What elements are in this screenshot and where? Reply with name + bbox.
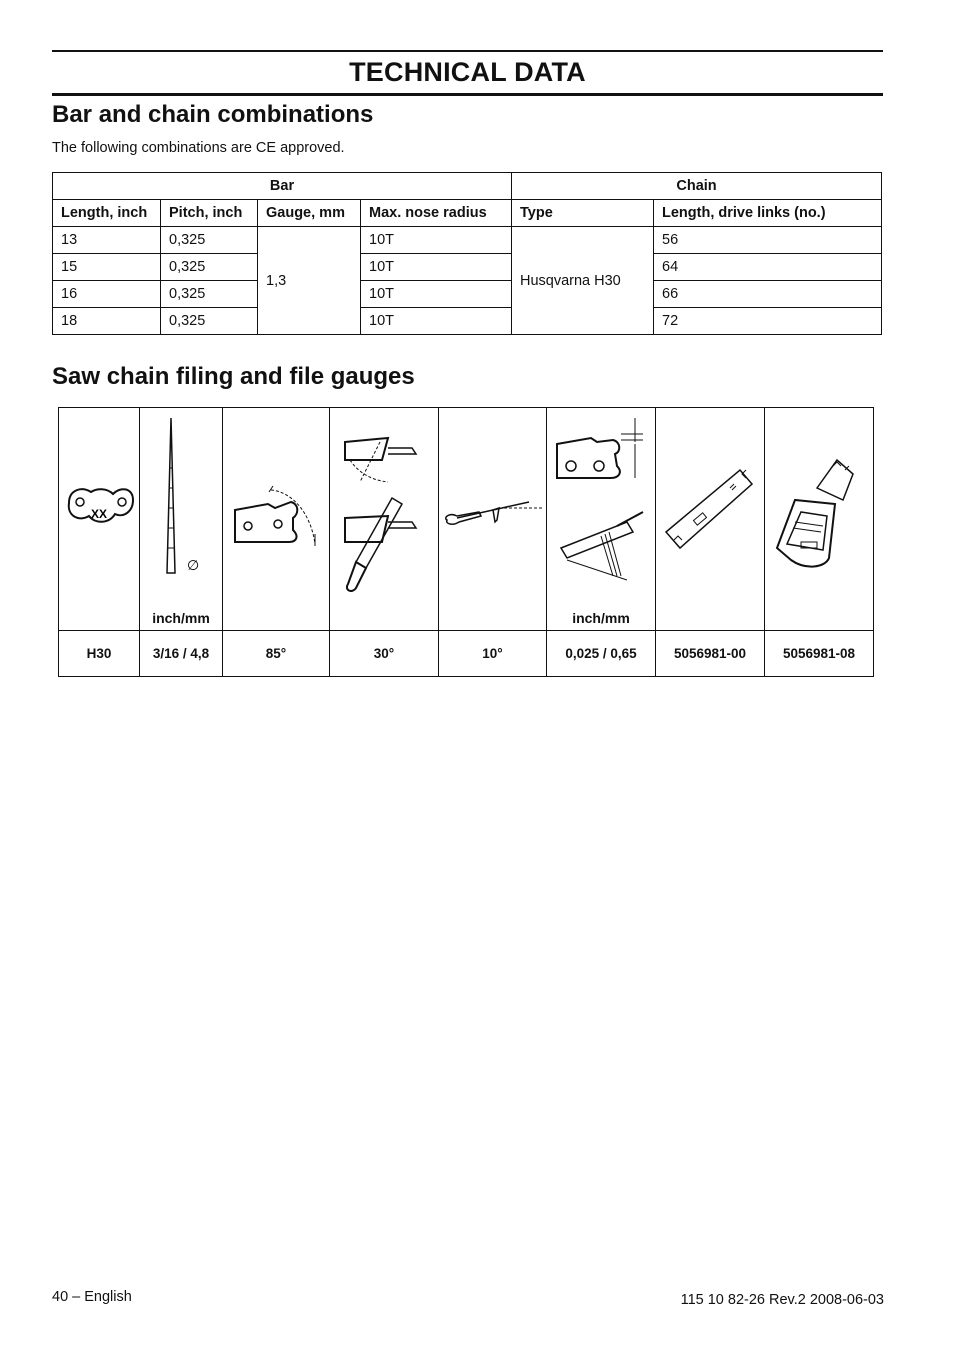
flat-file-gauge-icon (656, 408, 765, 630)
top-plate-angle-illustration (223, 408, 330, 631)
col-header-nose-radius: Max. nose radius (361, 200, 512, 227)
cutter-angle-30-icon (330, 408, 439, 630)
file-guide-tool-icon (765, 408, 874, 630)
col-header-length: Length, inch (53, 200, 161, 227)
page-number: 40 – English (52, 1289, 132, 1305)
chain-mark-label: XX (90, 507, 108, 521)
cell-nose-radius: 10T (361, 254, 512, 281)
cell-pitch: 0,325 (161, 254, 258, 281)
col-header-drive-links: Length, drive links (no.) (654, 200, 882, 227)
depth-gauge-illustration (547, 408, 656, 631)
bar-chain-heading: Bar and chain combinations (52, 101, 374, 128)
value-top-plate-angle: 85° (223, 631, 330, 677)
file-holder-10-icon (439, 408, 547, 630)
value-side-plate-angle: 30° (330, 631, 439, 677)
cell-drive-links: 66 (654, 281, 882, 308)
value-file-gauge-00: 5056981-00 (656, 631, 765, 677)
file-diameter-illustration (140, 408, 223, 631)
value-file-gauge-08: 5056981-08 (765, 631, 874, 677)
cell-nose-radius: 10T (361, 281, 512, 308)
bar-chain-intro: The following combinations are CE approved. (52, 140, 345, 156)
cell-pitch: 0,325 (161, 281, 258, 308)
table-row (53, 254, 882, 281)
cutter-angle-85-icon (223, 408, 330, 630)
table-row (53, 281, 882, 308)
col-header-gauge: Gauge, mm (258, 200, 361, 227)
cell-nose-radius: 10T (361, 227, 512, 254)
file-holder-angle-illustration (439, 408, 547, 631)
saw-chain-heading: Saw chain filing and file gauges (52, 363, 415, 390)
cell-length: 13 (53, 227, 161, 254)
cell-length: 18 (53, 308, 161, 335)
col-header-type: Type (512, 200, 654, 227)
group-header-bar: Bar (53, 173, 512, 200)
cell-drive-links: 72 (654, 308, 882, 335)
document-id: 115 10 82-26 Rev.2 2008-06-03 (680, 1292, 884, 1308)
cell-length: 16 (53, 281, 161, 308)
round-file-icon (140, 408, 223, 630)
value-file-holder-angle: 10° (439, 631, 547, 677)
cell-gauge: 1,3 (258, 227, 361, 335)
cell-nose-radius: 10T (361, 308, 512, 335)
bar-chain-table (52, 172, 882, 335)
cell-length: 15 (53, 254, 161, 281)
file-unit-label: inch/mm (152, 610, 210, 626)
diameter-symbol: ∅ (187, 558, 200, 574)
side-plate-angle-illustration (330, 408, 439, 631)
header-rule-bottom (52, 93, 883, 96)
cell-type: Husqvarna H30 (512, 227, 654, 335)
cell-drive-links: 64 (654, 254, 882, 281)
cell-drive-links: 56 (654, 227, 882, 254)
header-rule-top (52, 50, 883, 52)
group-header-chain: Chain (512, 173, 882, 200)
cell-pitch: 0,325 (161, 227, 258, 254)
table-row (53, 227, 882, 254)
value-chain-type: H30 (59, 631, 140, 677)
chain-link-icon (59, 408, 140, 630)
chain-type-illustration (59, 408, 140, 631)
file-gauge-00-illustration (656, 408, 765, 631)
section-title: TECHNICAL DATA (349, 57, 586, 87)
col-header-pitch: Pitch, inch (161, 200, 258, 227)
cell-pitch: 0,325 (161, 308, 258, 335)
depth-unit-label: inch/mm (572, 610, 630, 626)
value-file-diameter: 3/16 / 4,8 (140, 631, 223, 677)
depth-gauge-setting-icon (547, 408, 656, 630)
saw-chain-table (58, 407, 874, 677)
file-gauge-08-illustration (765, 408, 874, 631)
value-depth-gauge: 0,025 / 0,65 (547, 631, 656, 677)
table-row (53, 308, 882, 335)
